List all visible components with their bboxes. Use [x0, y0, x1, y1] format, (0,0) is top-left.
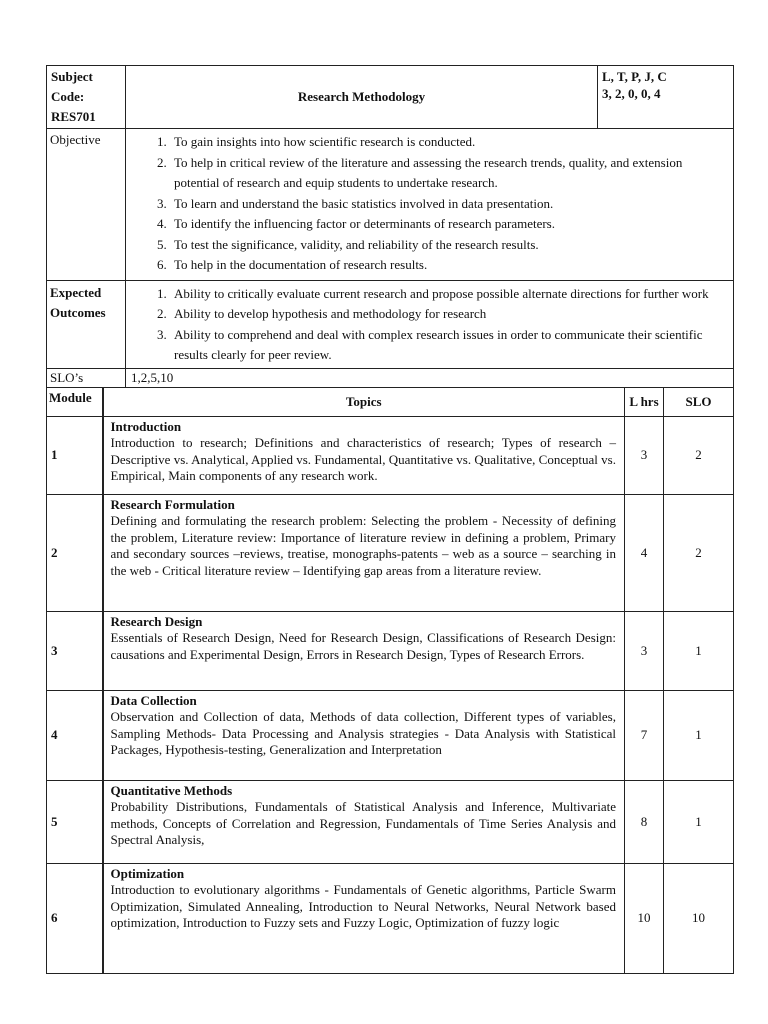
subject-code: RES701 [51, 109, 96, 124]
lhrs-column-header: L hrs [625, 387, 664, 416]
objective-label: Objective [47, 129, 126, 281]
module-title: Data Collection [110, 692, 197, 708]
module-topic [103, 780, 625, 863]
module-lhrs: 4 [625, 494, 664, 611]
slo-column-header: SLO [664, 387, 734, 416]
module-description: Introduction to evolutionary algorithms - Fundamentals of Genetic algorithms, Particle Swarm Optimization, Simulated Annealing, Introduction to Neural Networks, Neural Network based optimization, Introduction to Fuzzy sets and Fuzzy Logic, Optimization of fuzzy logic [110, 882, 616, 931]
objective-item: 3. To learn and understand the basic statistics involved in data presentation. [170, 194, 727, 215]
ltpjc-values: 3, 2, 0, 0, 4 [602, 86, 661, 101]
syllabus-sheet [46, 65, 733, 974]
module-row [47, 863, 734, 973]
module-slo: 1 [664, 611, 734, 690]
module-topic [103, 416, 625, 494]
objective-list [126, 132, 733, 276]
module-topic [103, 611, 625, 690]
module-row [47, 780, 734, 863]
module-description: Introduction to research; Definitions and characteristics of research; Types of research – Descriptive vs. Analytical, Applied vs. Fundamental, Quantitative vs. Qualitative, Conceptual vs. Empirical, Main components of any research work. [110, 435, 616, 484]
slos-label: SLO’s [47, 368, 126, 387]
subject-code-cell [47, 66, 126, 129]
module-slo: 1 [664, 690, 734, 780]
module-description: Defining and formulating the research problem: Selecting the problem - Necessity of defining the problem, Literature review: Importance of literature review in defining a problem, Primary and secondary sources –reviews, treatise, monographs-patents – web as a source – searching in the web - Critical literature review – Identifying gap areas from a literature review. [110, 513, 616, 578]
course-details-table [46, 128, 734, 388]
modules-table [46, 387, 734, 974]
module-lhrs: 3 [625, 611, 664, 690]
objective-item: 1. To gain insights into how scientific research is conducted. [170, 132, 727, 153]
module-title: Research Formulation [110, 496, 235, 512]
module-topic [103, 690, 625, 780]
module-lhrs: 10 [625, 863, 664, 973]
course-header-table [46, 65, 734, 129]
module-number: 6 [47, 863, 103, 973]
outcomes-label: Expected Outcomes [47, 280, 126, 368]
objective-item: 2. To help in critical review of the literature and assessing the research trends, quality, and extension potential of research and equip students to undertake research. [170, 153, 727, 194]
course-title: Research Methodology [126, 66, 598, 129]
module-title: Research Design [110, 613, 203, 629]
module-column-header: Module [47, 387, 103, 416]
module-number: 4 [47, 690, 103, 780]
module-row [47, 494, 734, 611]
module-number: 3 [47, 611, 103, 690]
module-row [47, 611, 734, 690]
module-description: Observation and Collection of data, Methods of data collection, Different types of variables, Sampling Methods- Data Processing and Analysis strategies - Data Analysis with Statistical Packages, Hypothesis-testing, Generalization and Interpretation [110, 709, 616, 758]
slos-value: 1,2,5,10 [126, 368, 734, 387]
module-topic [103, 863, 625, 973]
outcome-item: 2. Ability to develop hypothesis and methodology for research [170, 304, 727, 325]
module-title: Optimization [110, 865, 185, 881]
module-slo: 10 [664, 863, 734, 973]
objective-item: 4. To identify the influencing factor or determinants of research parameters. [170, 214, 727, 235]
topics-column-header: Topics [103, 387, 625, 416]
module-description: Essentials of Research Design, Need for Research Design, Classifications of Research Design: causations and Experimental Design, Errors in Research Design, Types of Research Errors. [110, 630, 616, 662]
module-lhrs: 7 [625, 690, 664, 780]
outcome-item: 1. Ability to critically evaluate current research and propose possible alternate directions for further work [170, 284, 727, 305]
ltpjc-label: L, T, P, J, C [602, 69, 667, 84]
module-lhrs: 3 [625, 416, 664, 494]
module-lhrs: 8 [625, 780, 664, 863]
outcomes-list [126, 284, 733, 366]
module-row [47, 690, 734, 780]
module-title: Introduction [110, 418, 182, 434]
module-row [47, 416, 734, 494]
outcome-item: 3. Ability to comprehend and deal with complex research issues in order to communicate their scientific results clearly for peer review. [170, 325, 727, 366]
objective-item: 5. To test the significance, validity, and reliability of the research results. [170, 235, 727, 256]
module-number: 1 [47, 416, 103, 494]
objective-item: 6. To help in the documentation of research results. [170, 255, 727, 276]
module-topic [103, 494, 625, 611]
module-description: Probability Distributions, Fundamentals of Statistical Analysis and Inference, Multivariate methods, Concepts of Correlation and Regression, Fundamentals of Time Series Analysis and Spectral Analysis, [110, 799, 616, 848]
module-slo: 1 [664, 780, 734, 863]
module-slo: 2 [664, 494, 734, 611]
module-title: Quantitative Methods [110, 782, 233, 798]
module-number: 5 [47, 780, 103, 863]
module-slo: 2 [664, 416, 734, 494]
module-number: 2 [47, 494, 103, 611]
ltpjc-cell [598, 66, 734, 129]
subject-code-label: Subject Code: [51, 69, 93, 104]
